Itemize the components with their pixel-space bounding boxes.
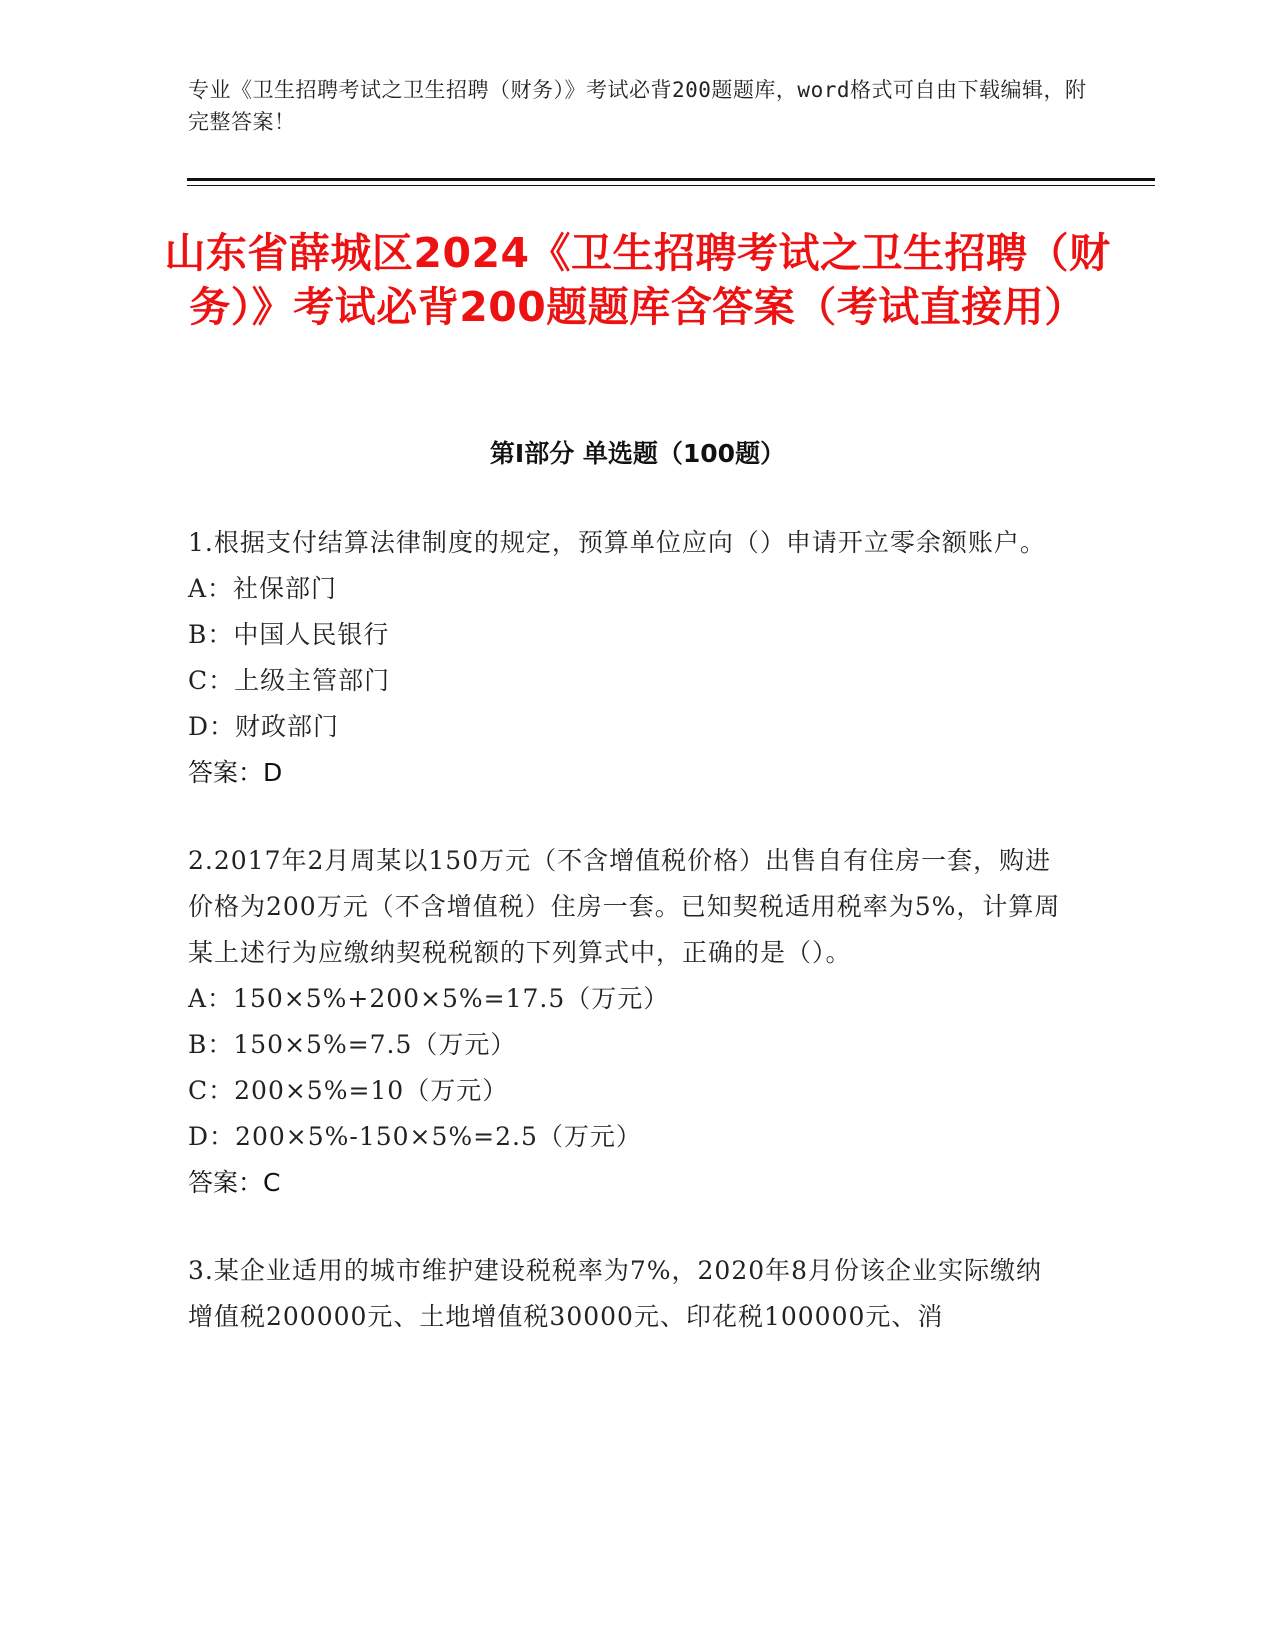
section-title: 第Ⅰ部分 单选题（100题） — [489, 439, 786, 468]
question-stem: 2.2017年2月周某以150万元（不含增值税价格）出售自有住房一套，购进价格为200万元（不含增值税）住房一套。已知契税适用税率为5%，计算周某上述行为应缴纳契税税额的下列算式中，正确的是（）。 — [188, 846, 1061, 967]
question-stem: 1.根据支付结算法律制度的规定，预算单位应向（）申请开立零余额账户。 — [188, 528, 1046, 557]
question-stem: 3.某企业适用的城市维护建设税税率为7%，2020年8月份该企业实际缴纳增值税200000元、土地增值税30000元、印花税100000元、消 — [188, 1256, 1043, 1331]
option-b: B：中国人民银行 — [188, 620, 390, 649]
option-a: A：150×5%+200×5%=17.5（万元） — [188, 984, 670, 1013]
header-divider-thick — [187, 178, 1155, 181]
option-c: C：上级主管部门 — [188, 666, 391, 695]
question-2 — [188, 838, 1068, 1206]
option-a: A：社保部门 — [188, 574, 338, 603]
question-1 — [188, 520, 1068, 796]
option-b: B：150×5%=7.5（万元） — [188, 1030, 517, 1059]
answer: 答案：D — [188, 758, 283, 787]
document-title: 山东省薛城区2024《卫生招聘考试之卫生招聘（财务）》考试必背200题题库含答案（考试直接用） — [164, 229, 1111, 331]
header-divider-thin — [187, 185, 1155, 186]
option-d: D：财政部门 — [188, 712, 340, 741]
question-3 — [188, 1248, 1068, 1340]
option-d: D：200×5%-150×5%=2.5（万元） — [188, 1122, 642, 1151]
answer: 答案：C — [188, 1168, 281, 1197]
header-note: 专业《卫生招聘考试之卫生招聘（财务）》考试必背200题题库，word格式可自由下载编辑，附完整答案！ — [188, 78, 1087, 134]
option-c: C：200×5%=10（万元） — [188, 1076, 509, 1105]
question-list — [188, 520, 1068, 1382]
